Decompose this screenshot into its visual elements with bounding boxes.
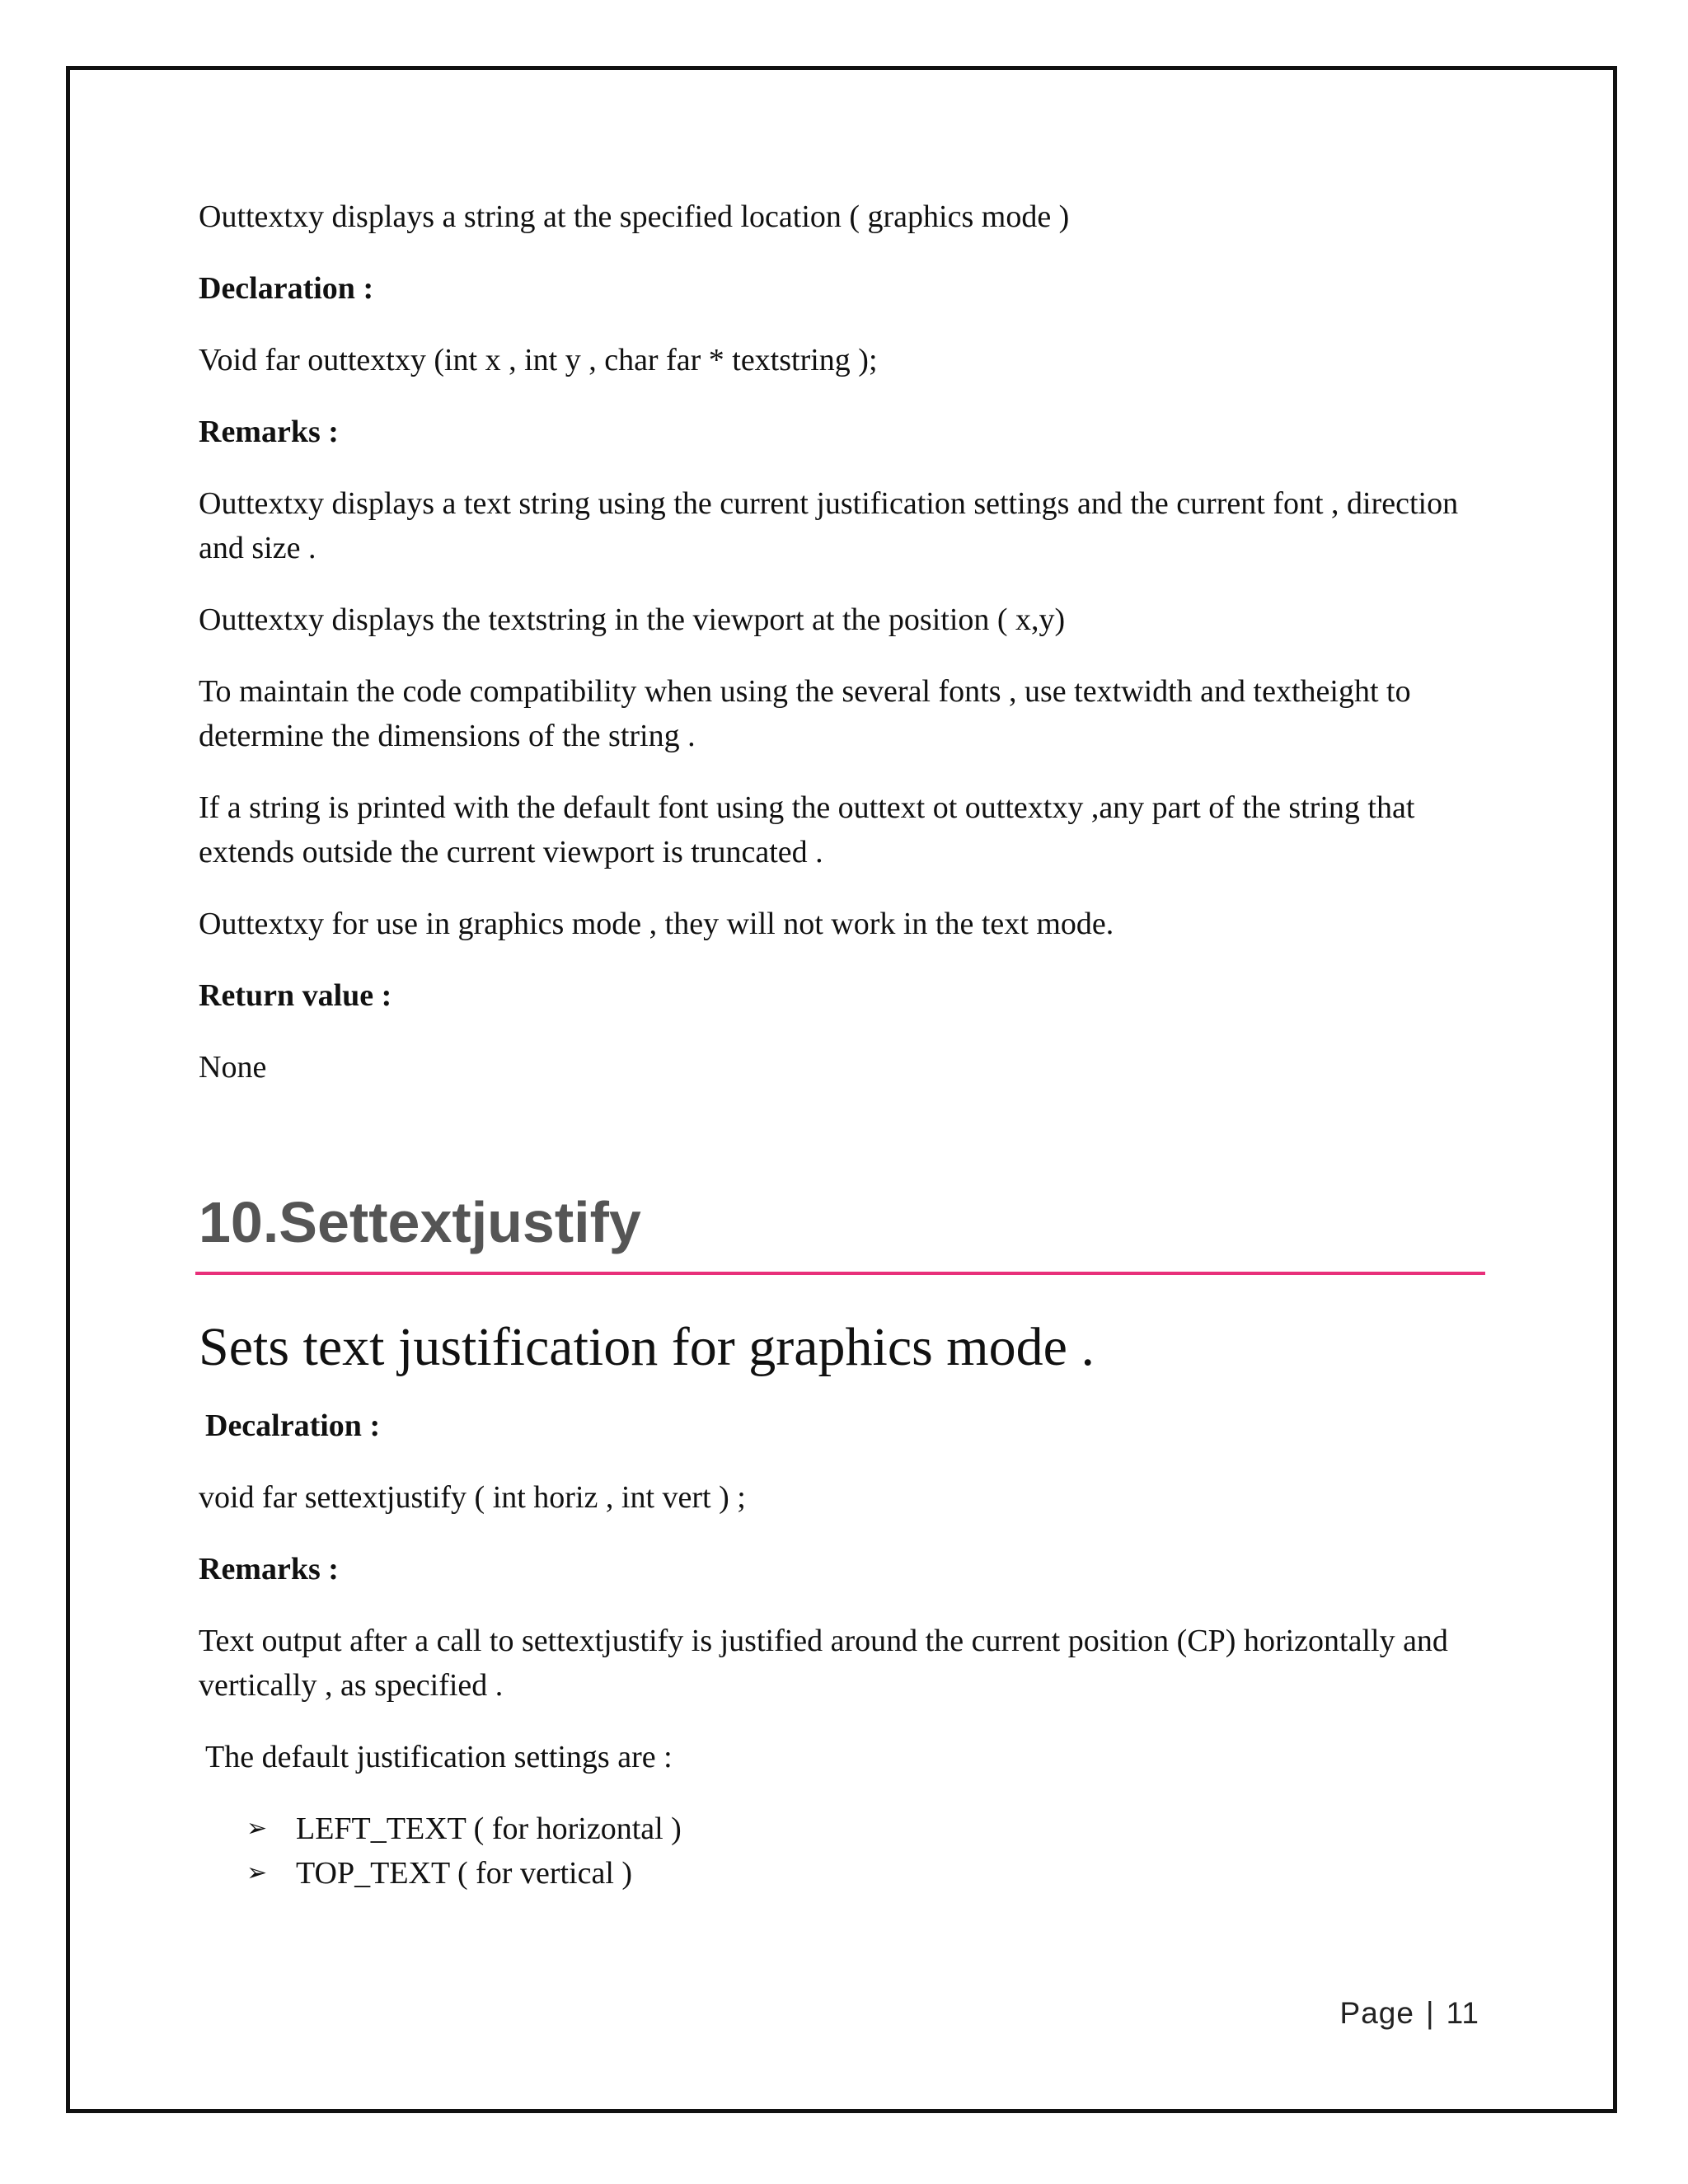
section-subtitle: Sets text justification for graphics mode . [199,1317,1095,1377]
remarks-paragraph-5: Outtextxy for use in graphics mode , they will not work in the text mode. [199,907,1114,941]
remarks-heading: Remarks : [199,415,339,449]
page-label: Page [1339,1996,1414,2030]
section-divider [195,1272,1485,1275]
return-value-heading: Return value : [199,978,392,1013]
page-number: 11 [1446,1996,1479,2030]
section-remarks-paragraph: Text output after a call to settextjustify is justified around the current position (CP) horizontally and vertically , as specified . [199,1624,1448,1703]
list-item-text: TOP_TEXT ( for vertical ) [296,1856,633,1891]
page-separator: | [1425,1996,1435,2030]
intro-paragraph: Outtextxy displays a string at the specified location ( graphics mode ) [199,199,1070,234]
list-item-text: LEFT_TEXT ( for horizontal ) [296,1811,682,1846]
section-declaration-heading: Decalration : [205,1408,381,1443]
remarks-paragraph-4: If a string is printed with the default font using the outtext ot outtextxy ,any part of the string that extends outside the current viewport is truncated . [199,790,1415,869]
arrowhead-bullet-icon: ➢ [246,1859,268,1886]
section-remarks-heading: Remarks : [199,1552,339,1586]
declaration-heading: Declaration : [199,271,374,306]
document-body [199,194,1484,1896]
remarks-paragraph-3: To maintain the code compatibility when using the several fonts , use textwidth and textheight to determine the dimensions of the string . [199,674,1411,753]
section-title: 10.Settextjustify [199,1190,641,1254]
remarks-paragraph-1: Outtextxy displays a text string using the current justification settings and the current font , direction and size . [199,486,1459,565]
arrowhead-bullet-icon: ➢ [246,1815,268,1842]
default-settings-intro: The default justification settings are : [205,1740,673,1774]
list-item [246,1851,1484,1896]
page-footer [1340,1996,1479,2031]
declaration-text: Void far outtextxy (int x , int y , char far * textstring ); [199,343,878,377]
return-value-text: None [199,1050,267,1085]
section-declaration-text: void far settextjustify ( int horiz , int vert ) ; [199,1480,746,1515]
default-settings-list [246,1807,1484,1896]
list-item [246,1807,1484,1851]
remarks-paragraph-2: Outtextxy displays the textstring in the viewport at the position ( x,y) [199,602,1066,637]
